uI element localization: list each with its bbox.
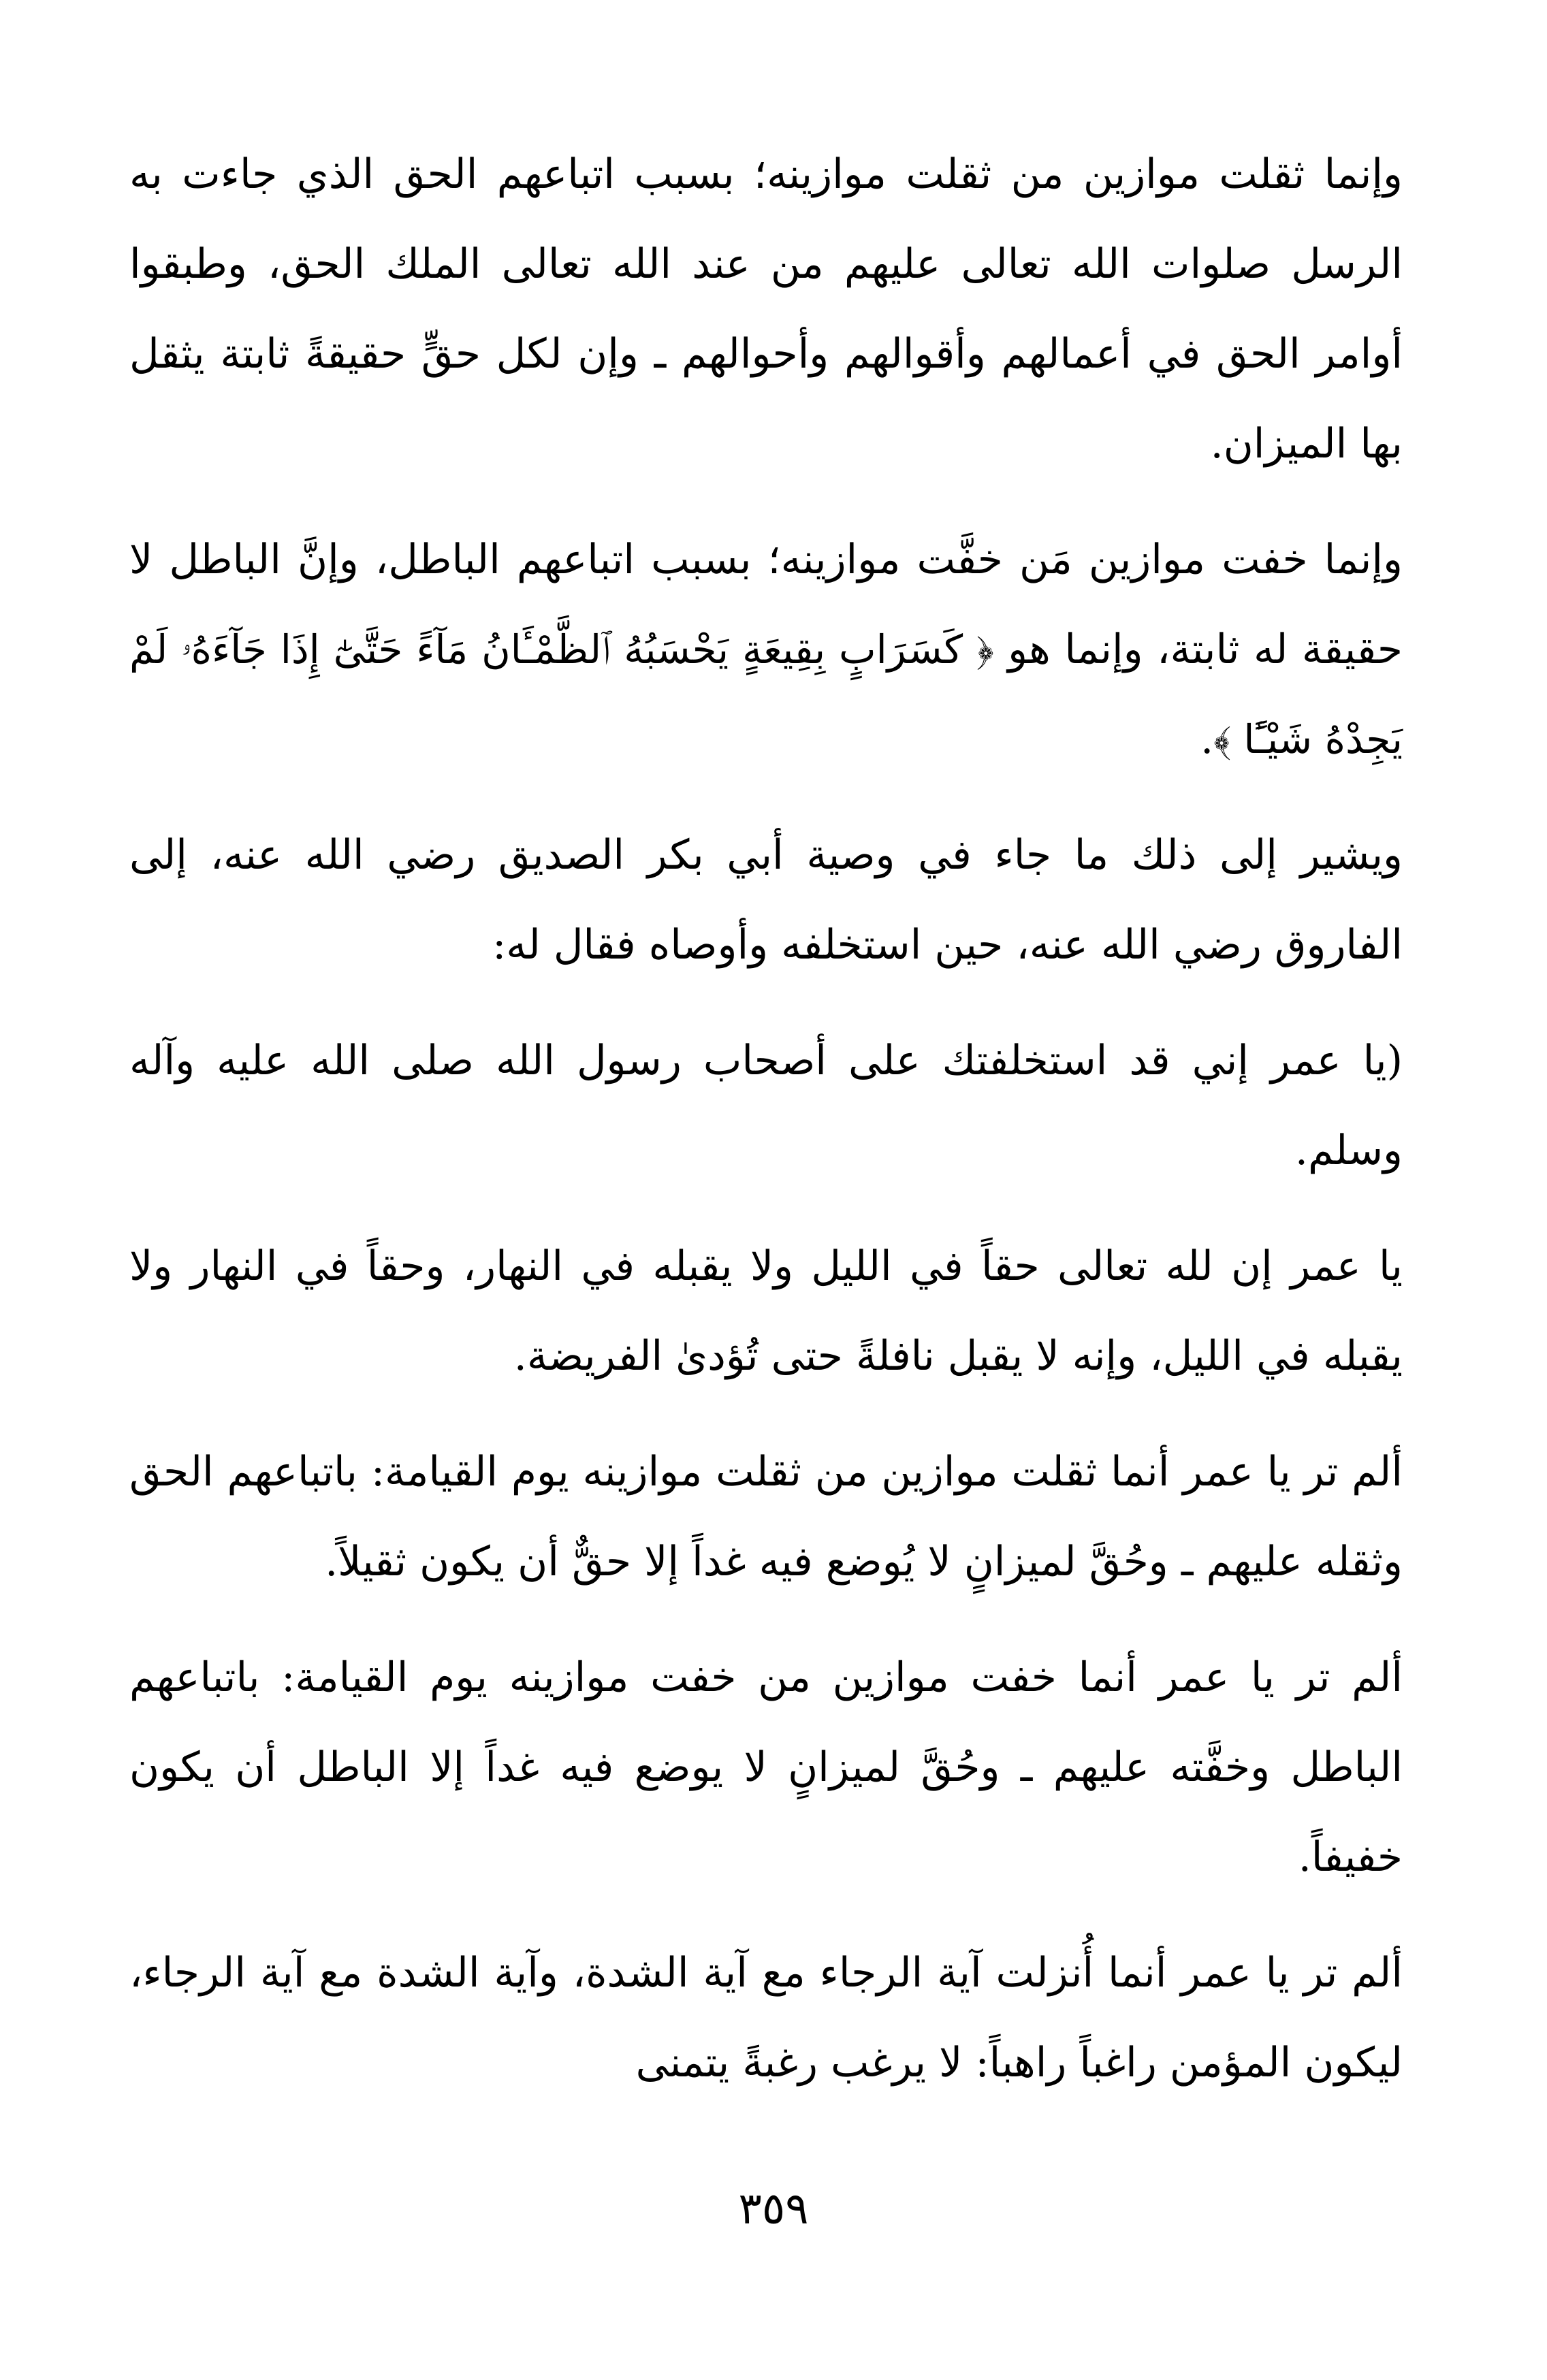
paragraph-heavy-scales: وإنما ثقلت موازين من ثقلت موازينه؛ بسبب اتباعهم الحق الذي جاءت به الرسل صلوات الله تعالى عليهم من عند الله تعالى الملك الحق، وطبقوا أوامر الحق في أعمالهم وأقوالهم وأحوالهم ـ وإن لكل حقٍّ حقيقةً ثابتة يثقل بها الميزان. — [129, 150, 1403, 468]
paragraph-hope-and-fear: ألم تر يا عمر أنما أُنزلت آية الرجاء مع آية الشدة، وآية الشدة مع آية الرجاء، ليكون المؤمن راغباً راهباً: لا يرغب رغبةً يتمنى — [129, 1949, 1403, 2087]
paragraph-light-scales-judgement: ألم تر يا عمر أنما خفت موازين من خفت موازينه يوم القيامة: باتباعهم الباطل وخفَّته عليهم ـ وحُقَّ لميزانٍ لا يوضع فيه غداً إلا الباطل أن يكون خفيفاً. — [129, 1654, 1403, 1881]
paragraph-light-scales — [129, 515, 1403, 784]
paragraph-will-opening: (يا عمر إني قد استخلفتك على أصحاب رسول الله صلى الله عليه وآله وسلم. — [129, 1037, 1403, 1174]
quran-verse: ﴿ كَسَرَابٍ بِقِيعَةٍ يَحْسَبُهُ ٱلظَّمْـَٔانُ مَآءً حَتَّىٰٓ إِذَا جَآءَهُۥ لَمْ يَجِدْهُ شَيْـًٔا ﴾ — [129, 626, 1403, 762]
paragraph-abu-bakr-intro: ويشير إلى ذلك ما جاء في وصية أبي بكر الصديق رضي الله عنه، إلى الفاروق رضي الله عنه، حين استخلفه وأوصاه فقال له: — [129, 831, 1403, 969]
page-number: ٣٥٩ — [738, 2184, 809, 2234]
verse-end-mark: . — [1200, 715, 1214, 763]
paragraph-night-day: يا عمر إن لله تعالى حقاً في الليل ولا يقبله في النهار، وحقاً في النهار ولا يقبله في الليل، وإنه لا يقبل نافلةً حتى تُؤدىٰ الفريضة. — [129, 1242, 1403, 1380]
paragraph-light-scales-text: وإنما خفت موازين مَن خفَّت موازينه؛ بسبب اتباعهم الباطل، وإنَّ الباطل لا حقيقة له ثابتة، وإنما هو — [129, 536, 1403, 673]
paragraph-heavy-scales-judgement: ألم تر يا عمر أنما ثقلت موازين من ثقلت موازينه يوم القيامة: باتباعهم الحق وثقله عليهم ـ وحُقَّ لميزانٍ لا يُوضع فيه غداً إلا حقٌّ أن يكون ثقيلاً. — [129, 1448, 1403, 1586]
page-body — [129, 129, 1403, 2134]
